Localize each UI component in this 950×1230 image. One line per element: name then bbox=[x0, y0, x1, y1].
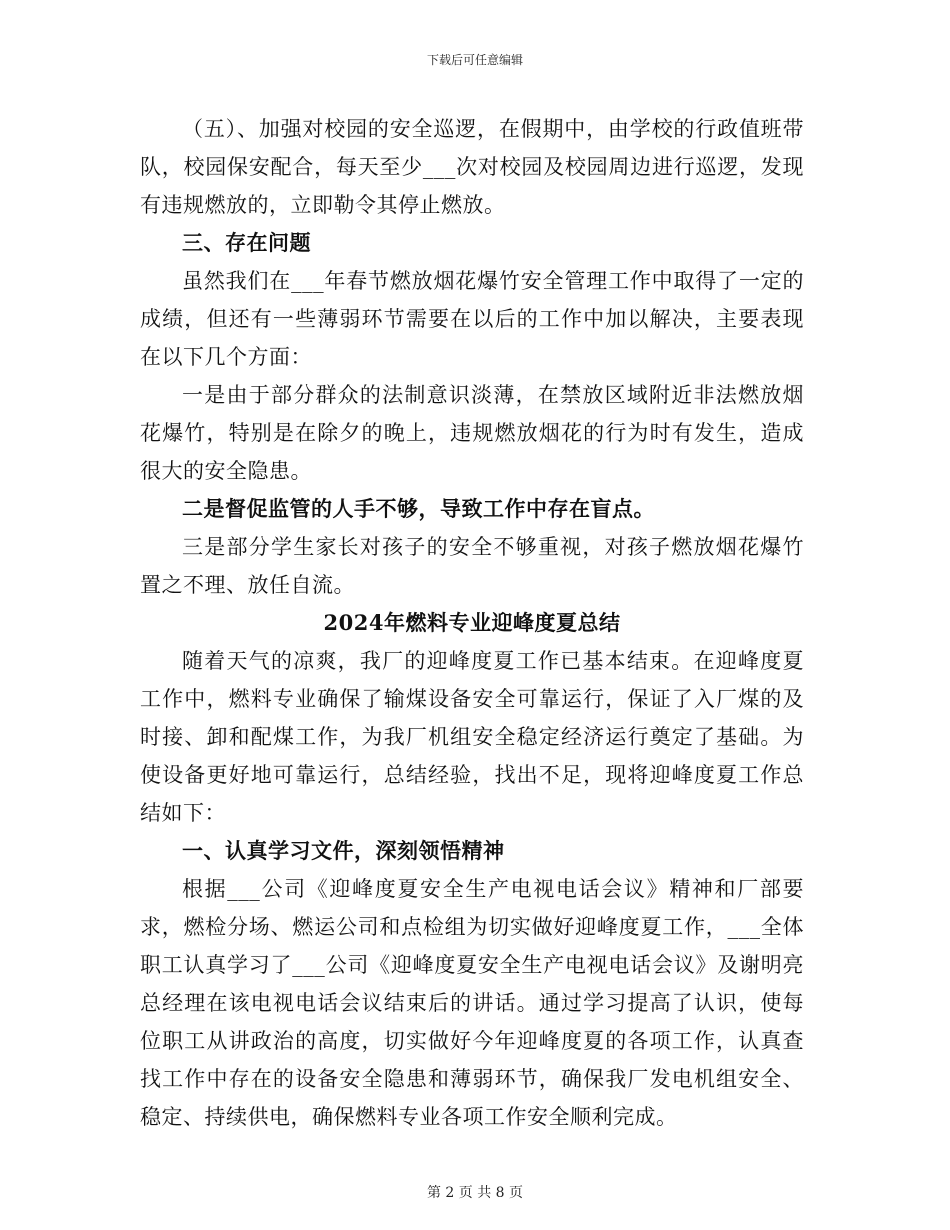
section-heading-study: 一、认真学习文件，深刻领悟精神 bbox=[182, 838, 505, 863]
paragraph-problem-one: 一是由于部分群众的法制意识淡薄，在禁放区域附近非法燃放烟花爆竹，特别是在除夕的晚上，违规燃放烟花的行为时有发生，造成很大的安全隐患。 bbox=[140, 383, 804, 483]
document-title: 2024年燃料专业迎峰度夏总结 bbox=[323, 610, 621, 635]
paragraph-study: 根据___公司《迎峰度夏安全生产电视电话会议》精神和厂部要求，燃检分场、燃运公司和点检组为切实做好迎峰度夏工作，___全体职工认真学习了___公司《迎峰度夏安全生产电视电话会议》及谢明亮总经理在该电视电话会议结束后的讲话。通过学习提高了认识，使每位职工从讲政治的高度，切实做好今年迎峰度夏的各项工作，认真查找工作中存在的设备安全隐患和薄弱环节，确保我厂发电机组安全、稳定、持续供电，确保燃料专业各项工作安全顺利完成。 bbox=[140, 877, 804, 1129]
paragraph-problems-intro: 虽然我们在___年春节燃放烟花爆竹安全管理工作中取得了一定的成绩，但还有一些薄弱环节需要在以后的工作中加以解决，主要表现在以下几个方面： bbox=[140, 269, 804, 369]
document-body bbox=[140, 110, 804, 1136]
page-number: 第 2 页 共 8 页 bbox=[426, 1185, 524, 1201]
section-heading-problems: 三、存在问题 bbox=[182, 230, 311, 255]
paragraph-summary-intro: 随着天气的凉爽，我厂的迎峰度夏工作已基本结束。在迎峰度夏工作中，燃料专业确保了输煤设备安全可靠运行，保证了入厂煤的及时接、卸和配煤工作，为我厂机组安全稳定经济运行奠定了基础。为使设备更好地可靠运行，总结经验，找出不足，现将迎峰度夏工作总结如下： bbox=[140, 649, 804, 825]
paragraph-problem-two: 二是督促监管的人手不够，导致工作中存在盲点。 bbox=[182, 496, 655, 521]
page-header: 下载后可任意编辑 bbox=[426, 53, 523, 67]
paragraph-problem-three: 三是部分学生家长对孩子的安全不够重视，对孩子燃放烟花爆竹置之不理、放任自流。 bbox=[140, 535, 804, 597]
paragraph-campus-patrol: （五）、加强对校园的安全巡逻，在假期中，由学校的行政值班带队，校园保安配合，每天至少___次对校园及校园周边进行巡逻，发现有违规燃放的，立即勒令其停止燃放。 bbox=[140, 117, 804, 217]
